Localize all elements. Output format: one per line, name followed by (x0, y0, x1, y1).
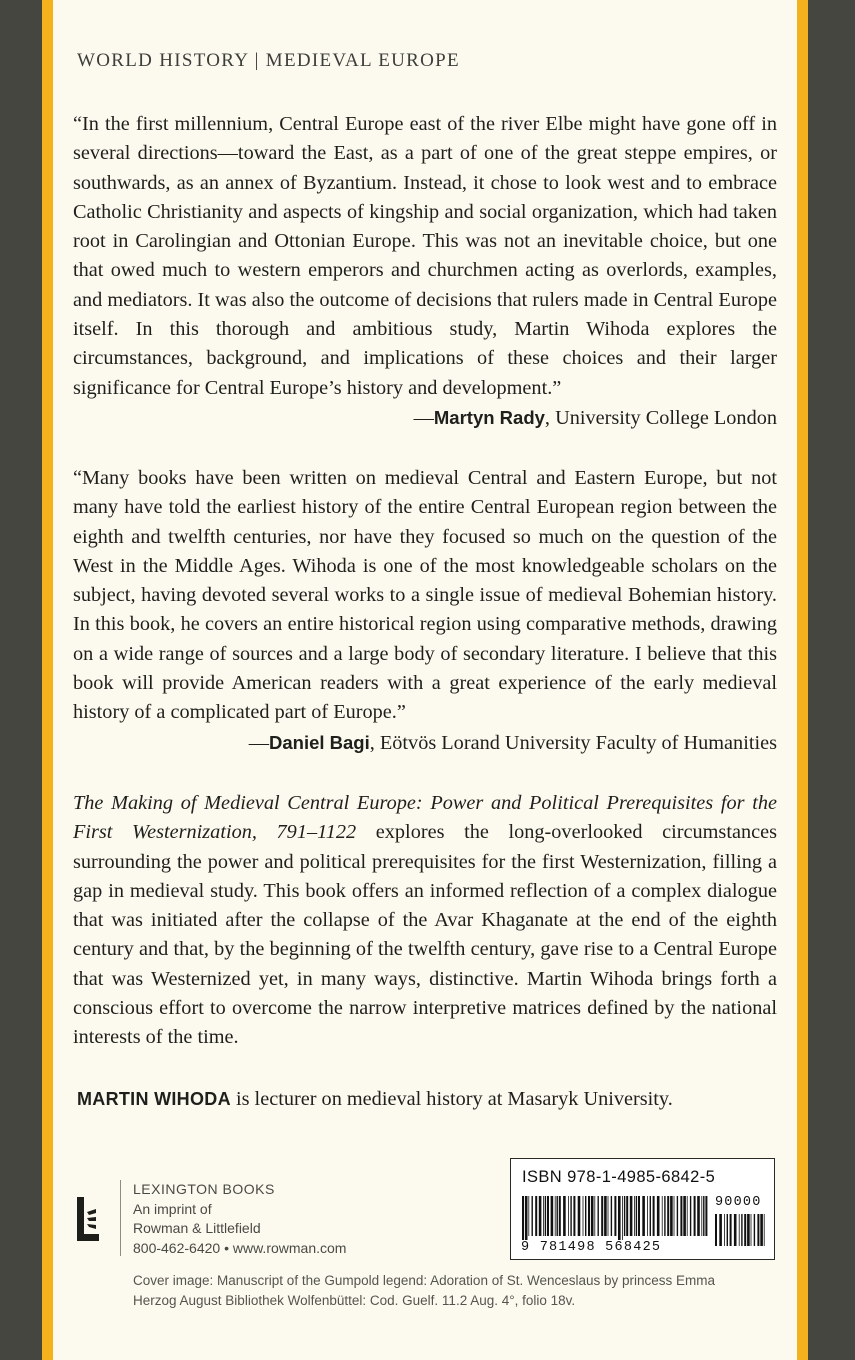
barcode-bar (653, 1196, 655, 1236)
book-title: The Making of Medieval Central Europe: Power and Political Prerequisites for the First Westernization, 791–1122 (73, 792, 777, 844)
barcode-bar (662, 1196, 663, 1236)
barcode-bar (730, 1214, 732, 1246)
barcode-bar (680, 1196, 682, 1236)
barcode-bar (557, 1196, 558, 1236)
barcode-bar (764, 1214, 765, 1246)
barcode-bar (719, 1214, 722, 1246)
barcode-bar (677, 1196, 678, 1236)
ean-barcode-bars (522, 1196, 710, 1240)
barcode-bar (739, 1214, 740, 1246)
barcode-bar (570, 1196, 571, 1236)
right-accent-stripe (797, 0, 808, 1360)
barcode-bar (563, 1196, 566, 1236)
barcode-bar (751, 1214, 752, 1246)
barcode-bar (734, 1214, 737, 1246)
barcode-bar (757, 1214, 759, 1246)
publisher-divider (120, 1180, 121, 1256)
endorsement-1-name: Martyn Rady (433, 406, 545, 428)
barcode-bar (760, 1214, 763, 1246)
book-description-text: explores the long-overlooked circumstances surrounding the power and political prerequisites for the first Westernization, filling a gap in medieval study. This book offers an informed reflection of a complex dialogue that was initiated after the collapse of the Avar Khaganate at the end of the eighth century and that, by the beginning of the twelfth century, gave rise to a Central Europe that was Westernized yet, in many ways, distinctive. Martin Wihoda brings forth a conscious effort to overcome the narrow interpretive matrices defined by the national interests of the time. (73, 821, 778, 1049)
barcode-bar (547, 1196, 549, 1236)
barcode-bar (611, 1196, 612, 1236)
barcode-bar (715, 1214, 717, 1246)
cover-credit-line-1: Cover image: Manuscript of the Gumpold legend: Adoration of St. Wenceslaus by princess Emma (133, 1273, 716, 1288)
barcode-bar (754, 1214, 755, 1246)
barcode-bar (638, 1196, 640, 1236)
barcode-bar (624, 1196, 625, 1236)
barcode-bar (525, 1196, 528, 1240)
barcode-bar (568, 1196, 569, 1236)
endorsement-2-name: Daniel Bagi (269, 731, 370, 753)
endorsement-1-affiliation: , University College London (544, 406, 777, 429)
barcode-bar (555, 1196, 556, 1236)
barcode-bar (601, 1196, 603, 1236)
endorsement-2-dash: — (248, 731, 269, 754)
barcode-bar (664, 1196, 665, 1236)
barcode-bar (670, 1196, 673, 1236)
barcode-bar (744, 1214, 746, 1246)
ean-digits: 9 781498 568425 (521, 1240, 662, 1255)
lexington-books-logo-icon (77, 1197, 99, 1241)
barcode-bar (683, 1196, 686, 1236)
cover-credit-line-2: Herzog August Bibliothek Wolfenbüttel: Cod. Guelf. 11.2 Aug. 4°, folio 18v. (133, 1292, 576, 1308)
barcode-bar (604, 1196, 607, 1236)
barcode-bar (543, 1196, 544, 1236)
barcode-bar (598, 1196, 599, 1236)
isbn-label: ISBN 978-1-4985-6842-5 (522, 1168, 716, 1186)
barcode-bar (657, 1196, 660, 1236)
barcode-bar (687, 1196, 688, 1236)
cover-image-credit (133, 1271, 773, 1310)
publisher-info (133, 1180, 346, 1258)
publisher-imprint-line: An imprint of (133, 1200, 212, 1217)
barcode-bar (697, 1196, 700, 1236)
barcode-bar (583, 1196, 584, 1236)
barcode-bar (545, 1196, 546, 1236)
barcode-bar (667, 1196, 669, 1236)
barcode-bar (650, 1196, 651, 1236)
barcode-bar (703, 1196, 704, 1236)
barcode-bar (539, 1196, 542, 1236)
barcode-bar (694, 1196, 696, 1236)
barcode-bar (585, 1196, 586, 1236)
category-heading: WORLD HISTORY | MEDIEVAL EUROPE (77, 50, 460, 71)
barcode-bar (551, 1196, 554, 1236)
endorsement-2-attribution (73, 728, 777, 758)
barcode-bar (626, 1196, 628, 1236)
price-code: 90000 (715, 1195, 762, 1210)
barcode-bar (573, 1196, 575, 1236)
barcode-bar (701, 1196, 702, 1236)
back-cover-panel (53, 0, 797, 1360)
barcode-bar (674, 1196, 675, 1236)
barcode-bar (642, 1196, 645, 1236)
price-barcode-bars (715, 1214, 765, 1246)
isbn-barcode (510, 1158, 775, 1260)
barcode-bar (727, 1214, 728, 1246)
publisher-contact: 800-462-6420 • www.rowman.com (133, 1239, 347, 1256)
left-accent-stripe (42, 0, 53, 1360)
endorsement-2 (73, 464, 777, 758)
publisher-parent: Rowman & Littlefield (133, 1220, 261, 1236)
barcode-bar (636, 1196, 637, 1236)
barcode-bar (559, 1196, 561, 1236)
barcode-bar (578, 1196, 581, 1236)
barcode-bar (634, 1196, 635, 1236)
barcode-bar (528, 1196, 529, 1236)
barcode-bar (594, 1196, 595, 1236)
endorsement-1 (73, 110, 777, 433)
barcode-bar (608, 1196, 609, 1236)
barcode-bar (741, 1214, 742, 1246)
barcode-bar (522, 1196, 524, 1240)
barcode-bar (614, 1196, 616, 1236)
endorsement-1-dash: — (413, 406, 434, 429)
barcode-bar (591, 1196, 594, 1236)
barcode-bar (724, 1214, 725, 1246)
author-name: MARTIN WIHODA (77, 1089, 231, 1109)
barcode-bar (747, 1214, 750, 1246)
endorsement-1-quote: “In the first millennium, Central Europe east of the river Elbe might have gone off in several directions—toward the East, as a part of one of the great steppe empires, or southwards, as an annex of Byzantium. Instead, it chose to look west and to embrace Catholic Christianity and aspects of kingship and social organization, which had taken root in Carolingian and Ottonian Europe. This was not an inevitable choice, but one that owed much to western emperors and churchmen acting as overlords, examples, and mediators. It was also the outcome of decisions that rulers made in Central Europe itself. In this thorough and ambitious study, Martin Wihoda explores the circumstances, background, and implications of these choices and their larger significance for Central Europe’s history and development.” (73, 113, 777, 399)
barcode-bar (622, 1196, 623, 1240)
barcode-bar (618, 1196, 621, 1240)
barcode-bar (532, 1196, 533, 1236)
barcode-bar (588, 1196, 590, 1236)
publisher-name: LEXINGTON BOOKS (133, 1181, 275, 1197)
barcode-bar (705, 1196, 707, 1236)
endorsement-2-affiliation: , Eötvös Lorand University Faculty of Humanities (369, 731, 777, 754)
barcode-bar (630, 1196, 633, 1236)
barcode-bar (535, 1196, 537, 1236)
book-description (73, 789, 777, 1053)
endorsement-2-quote: “Many books have been written on medieval Central and Eastern Europe, but not many have told the earliest history of the entire Central European region between the eighth and twelfth centuries, nor have they focused so much on the question of the West in the Middle Ages. Wihoda is one of the most knowledgeable scholars on the subject, having devoted several works to a single issue of medieval Bohemian history. In this book, he covers an entire historical region using comparative methods, drawing on a wide range of sources and a large body of secondary literature. I believe that this book will provide American readers with a great experience of the early medieval history of a complicated part of Europe.” (73, 467, 777, 724)
author-bio (77, 1085, 673, 1114)
endorsement-1-attribution (73, 403, 777, 433)
barcode-bar (690, 1196, 691, 1236)
author-bio-text: is lecturer on medieval history at Masaryk University. (230, 1088, 673, 1110)
barcode-bar (647, 1196, 648, 1236)
